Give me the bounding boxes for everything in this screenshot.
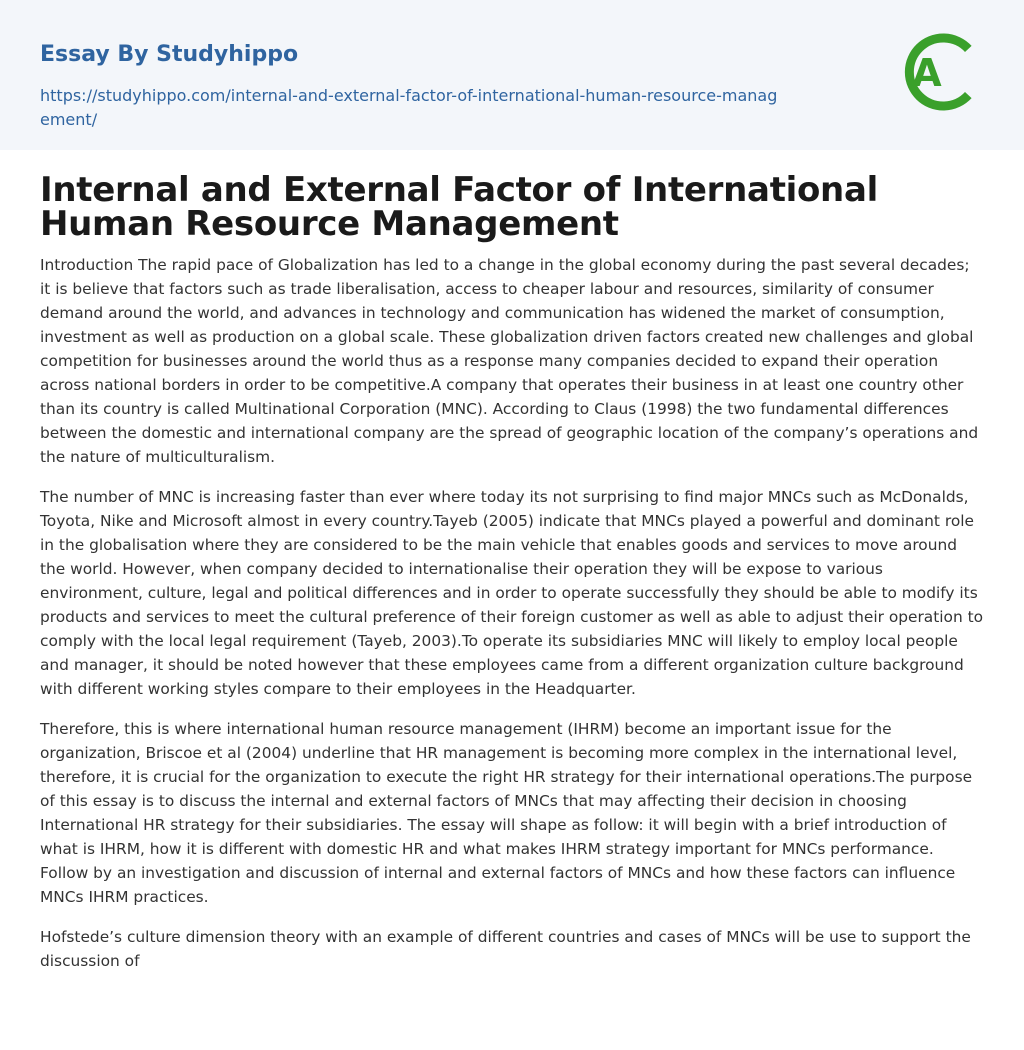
source-url-link[interactable]: https://studyhippo.com/internal-and-external-factor-of-international-human-resource-management/ [40,86,778,129]
article-paragraph-4: Hofstede’s culture dimension theory with an example of different countries and cases of MNCs will be use to support the discussion of [40,928,971,970]
studyhippo-logo-icon[interactable] [900,30,984,114]
site-brand[interactable]: Essay By Studyhippo [40,42,299,67]
article-paragraph-1: Introduction The rapid pace of Globalization has led to a change in the global economy during the past several decades; it is believe that factors such as trade liberalisation, access to cheaper labour and resources, similarity of consumer demand around the world, and advances in technology and communication has widened the market of consumption, investment as well as production on a global scale. These globalization driven factors created new challenges and global competition for businesses around the world thus as a response many companies decided to expand their operation across national borders in order to be competitive.A company that operates their business in at least one country other than its country is called Multinational Corporation (MNC). According to Claus (1998) the two fundamental differences between the domestic and international company are the spread of geographic location of the company’s operations and the nature of multiculturalism. [40,256,979,466]
article [0,170,1024,973]
article-title: Internal and External Factor of International Human Resource Management [40,170,878,244]
article-paragraph-2: The number of MNC is increasing faster than ever where today its not surprising to find major MNCs such as McDonalds, Toyota, Nike and Microsoft almost in every country.Tayeb (2005) indicate that MNCs played a powerful and dominant role in the globalisation where they are considered to be the main vehicle that enables goods and services to move around the world. However, when company decided to internationalise their operation they will be expose to various environment, culture, legal and political differences and in order to operate successfully they should be able to modify its products and services to meet the cultural preference of their foreign customer as well as able to adjust their operation to comply with the local legal requirement (Tayeb, 2003).To operate its subsidiaries MNC will likely to employ local people and manager, it should be noted however that these employees came from a different organization culture background with different working styles compare to their employees in the Headquarter. [40,488,984,698]
article-paragraph-3: Therefore, this is where international human resource management (IHRM) become an important issue for the organization, Briscoe et al (2004) underline that HR management is becoming more complex in the international level, therefore, it is crucial for the organization to execute the right HR strategy for their international operations.The purpose of this essay is to discuss the internal and external factors of MNCs that may affecting their decision in choosing International HR strategy for their subsidiaries. The essay will shape as follow: it will begin with a brief introduction of what is IHRM, how it is different with domestic HR and what makes IHRM strategy important for MNCs performance. Follow by an investigation and discussion of internal and external factors of MNCs and how these factors can influence MNCs IHRM practices. [40,720,973,906]
logo-letter: A [912,51,942,95]
site-header [0,0,1024,150]
